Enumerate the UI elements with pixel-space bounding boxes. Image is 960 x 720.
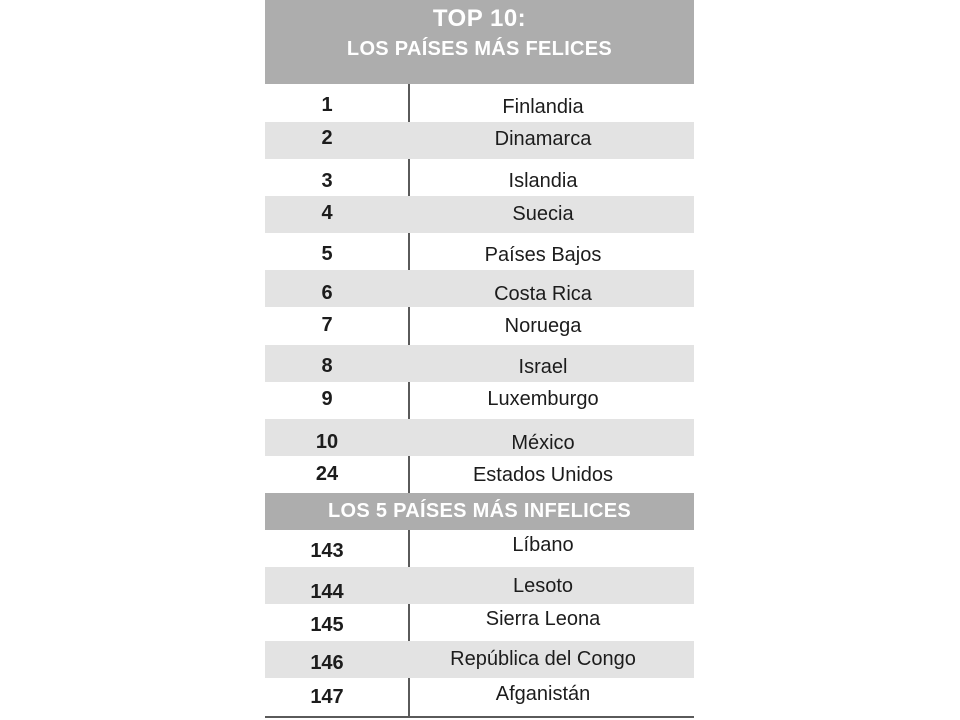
table-row [265,159,694,196]
table-row [265,84,694,122]
country-cell: Costa Rica [494,283,592,305]
rank-cell: 9 [321,388,333,410]
table-row [265,604,694,641]
rank-cell: 10 [315,431,339,453]
country-cell: República del Congo [450,648,636,670]
country-cell: Afganistán [495,683,591,705]
country-cell: Estados Unidos [472,464,614,486]
table-row [265,345,694,382]
rank-cell: 5 [321,243,333,265]
table-row [265,419,694,456]
table-row [265,307,694,345]
table-row [265,233,694,270]
rank-cell: 24 [315,463,339,485]
country-cell: Luxemburgo [487,388,599,410]
country-cell: Noruega [504,315,582,337]
rank-cell: 4 [321,202,333,224]
table-row [265,678,694,716]
country-cell: Países Bajos [484,244,602,266]
table-row [265,382,694,419]
table-title: TOP 10: [432,5,527,32]
country-cell: México [511,432,575,454]
table-row [265,196,694,233]
table-header [265,0,694,84]
country-cell: Líbano [512,534,574,556]
rank-cell: 1 [321,94,333,116]
rank-cell: 3 [321,170,333,192]
rank-cell: 2 [321,127,333,149]
rank-cell: 145 [310,614,344,636]
rank-cell: 143 [310,540,344,562]
rank-cell: 144 [310,581,344,603]
country-cell: Lesoto [512,575,574,597]
rank-cell: 7 [321,314,333,336]
country-cell: Islandia [508,170,578,192]
rank-cell: 147 [310,686,344,708]
country-cell: Israel [518,356,568,378]
rank-cell: 146 [310,652,344,674]
table-row [265,122,694,159]
table-subtitle: LOS PAÍSES MÁS FELICES [346,38,613,60]
rank-cell: 8 [321,355,333,377]
bottom-rule [265,716,694,718]
country-cell: Dinamarca [494,128,592,150]
table-row [265,641,694,678]
table-row [265,456,694,493]
country-cell: Suecia [512,203,574,225]
unhappiest-section-header: LOS 5 PAÍSES MÁS INFELICES [265,493,694,530]
table-row [265,530,694,567]
country-cell: Finlandia [502,96,584,118]
country-cell: Sierra Leona [485,608,601,630]
table-row [265,567,694,604]
table-row [265,270,694,307]
rank-cell: 6 [321,282,333,304]
happiness-ranking-table [265,0,694,720]
